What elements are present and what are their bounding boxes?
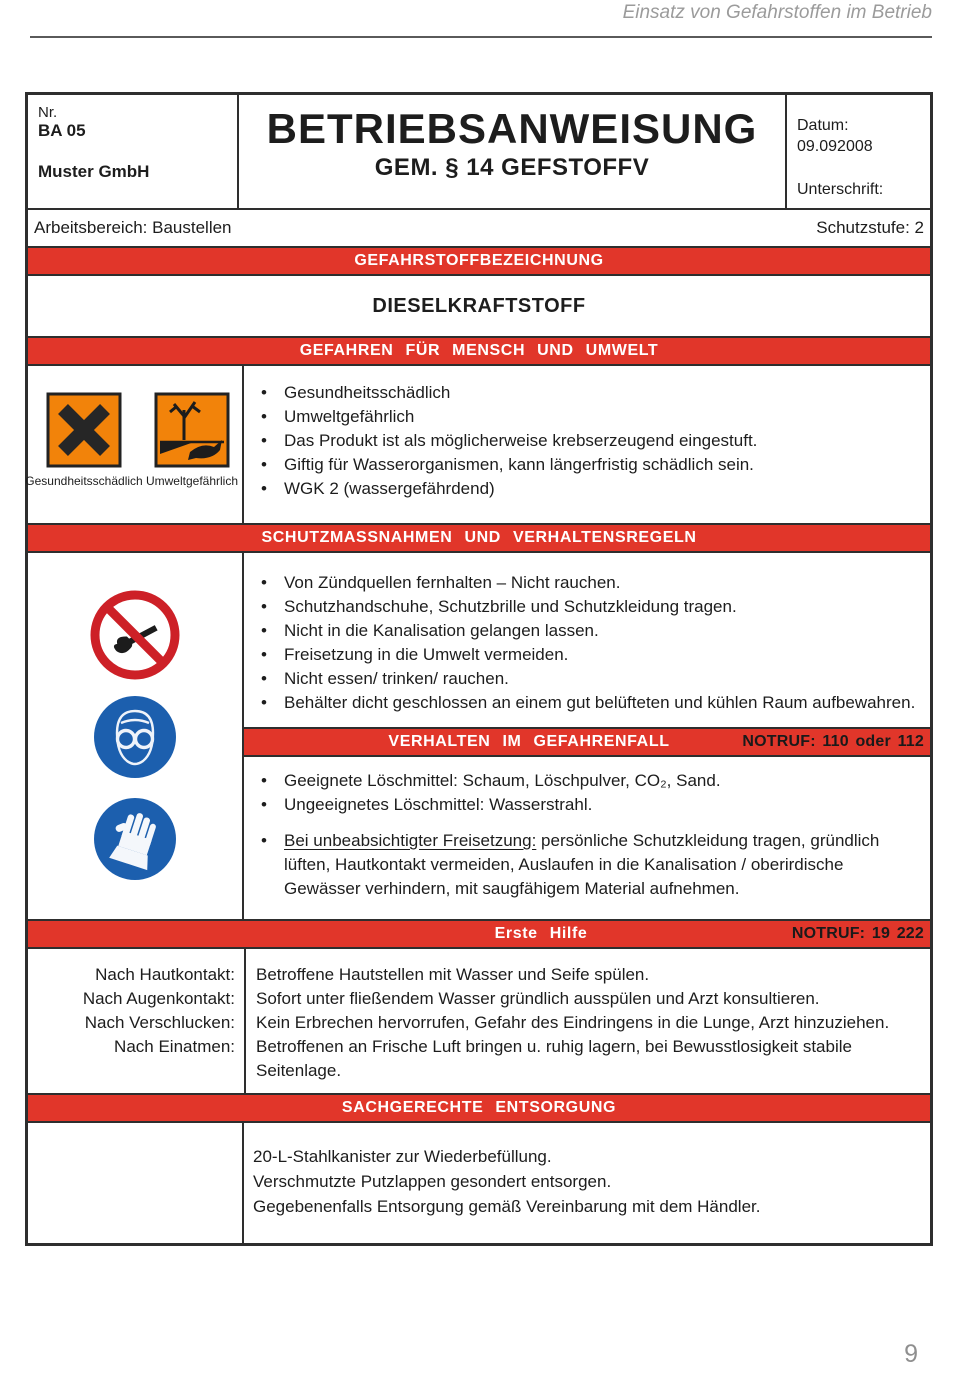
number-cell [28, 95, 239, 208]
nr-value: BA 05 [38, 121, 86, 140]
signature-label: Unterschrift: [797, 181, 884, 198]
list-item: • Von Zündquellen fernhalten – Nicht rauchen. [244, 571, 924, 595]
release-text: persönliche Schutzkleidung tragen, gründlich lüften, Hautkontakt vermeiden, Auslaufen in die Kanalisation / oberirdische Gewässer verhindern, mit saugfähigem Material aufnehmen. [284, 831, 880, 898]
first-aid-label: Nach Hautkontakt: [95, 965, 235, 984]
company-name: Muster GmbH [38, 162, 150, 181]
emergency-phone: NOTRUF: 110 oder 112 [742, 733, 924, 750]
first-aid-row [28, 987, 930, 1011]
first-aid-text: Kein Erbrechen hervorrufen, Gefahr des Eindringens in die Lunge, Arzt hinzuziehen. [256, 1013, 890, 1032]
section-band-first-aid [28, 919, 930, 949]
protection-section [28, 553, 930, 919]
first-aid-row [28, 1011, 930, 1035]
list-item: • Nicht in die Kanalisation gelangen lassen. [244, 619, 924, 643]
first-aid-label: Nach Verschlucken: [84, 1013, 235, 1032]
section-band-designation [28, 246, 930, 276]
hazard-symbol-harmful [25, 392, 143, 488]
protection-body [244, 553, 930, 919]
disposal-empty-column [28, 1123, 244, 1243]
no-open-flame-icon [89, 589, 181, 681]
hazard-symbols [25, 366, 242, 488]
first-aid-section [28, 949, 930, 1093]
disposal-line: 20-L-Stahlkanister zur Wiederbefüllung. [253, 1147, 552, 1166]
list-item: • WGK 2 (wassergefährdend) [244, 477, 924, 501]
date-label: Datum: [797, 117, 849, 134]
hazard-symbol-label: Gesundheitsschädlich [25, 474, 143, 488]
first-aid-row [28, 963, 930, 987]
hazard-symbol-label: Umweltgefährlich [145, 474, 239, 488]
first-aid-label: Nach Augenkontakt: [82, 989, 235, 1008]
designation-title: GEFAHRSTOFFBEZEICHNUNG [354, 252, 604, 269]
list-item [244, 829, 922, 901]
first-aid-text: Sofort unter fließendem Wasser gründlich ausspülen und Arzt konsultieren. [256, 989, 820, 1008]
dangers-list [244, 381, 924, 501]
section-band-dangers [28, 336, 930, 366]
running-head-title: Einsatz von Gefahrstoffen im Betrieb [622, 2, 932, 23]
dead-tree-fish-icon [154, 392, 230, 468]
protection-level: Schutzstufe: 2 [816, 218, 924, 237]
title-cell [239, 95, 787, 208]
wear-gloves-icon [93, 797, 177, 881]
running-head [30, 2, 932, 38]
disposal-body [244, 1123, 930, 1243]
disposal-line: Verschmutzte Putzlappen gesondert entsorgen. [253, 1172, 612, 1191]
section-band-emergency [244, 727, 930, 757]
dangers-title: GEFAHREN FÜR MENSCH UND UMWELT [299, 342, 659, 359]
emergency-title: VERHALTEN IM GEFAHRENFALL [388, 733, 670, 750]
release-lead: Bei unbeabsichtigter Freisetzung: [284, 831, 537, 850]
release-list [244, 817, 930, 919]
disposal-title: SACHGERECHTE ENTSORGUNG [341, 1099, 617, 1116]
dangers-body [244, 366, 930, 523]
list-item: • Nicht essen/ trinken/ rauchen. [244, 667, 924, 691]
date-value: 09.092008 [797, 138, 873, 155]
list-item: • Giftig für Wasserorganismen, kann längerfristig schädlich sein. [244, 453, 924, 477]
list-item: • Schutzhandschuhe, Schutzbrille und Schutzkleidung tragen. [244, 595, 924, 619]
protection-title: SCHUTZMASSNAHMEN UND VERHALTENSREGELN [261, 529, 697, 546]
dangers-symbol-column [25, 366, 244, 523]
meta-row [28, 210, 930, 246]
list-item: • Behälter dicht geschlossen an einem gut belüfteten und kühlen Raum aufbewahren. [244, 691, 924, 715]
section-band-disposal [28, 1093, 930, 1123]
first-aid-label: Nach Einatmen: [114, 1037, 235, 1056]
list-item: • Freisetzung in die Umwelt vermeiden. [244, 643, 924, 667]
disposal-line: Gegebenenfalls Entsorgung gemäß Vereinbarung mit dem Händler. [253, 1197, 761, 1216]
form-subtitle: GEM. § 14 GEFSTOFFV [374, 154, 650, 181]
nr-label: Nr. [38, 104, 58, 121]
first-aid-text: Betroffenen an Frische Luft bringen u. ruhig lagern, bei Bewusstlosigkeit stabile Seitenlage. [256, 1037, 852, 1080]
form-header-row [28, 95, 930, 210]
hazard-symbol-environment [142, 392, 242, 488]
extinguishing-list [244, 757, 930, 817]
disposal-section [28, 1123, 930, 1243]
wear-eye-protection-icon [93, 695, 177, 779]
work-area: Arbeitsbereich: Baustellen [34, 218, 232, 237]
protection-sign-column [28, 553, 244, 919]
operating-instruction-form [25, 92, 933, 1246]
harmful-x-icon [46, 392, 122, 468]
section-band-protection [28, 523, 930, 553]
first-aid-phone: NOTRUF: 19 222 [791, 925, 924, 942]
date-cell [787, 95, 930, 208]
first-aid-text: Betroffene Hautstellen mit Wasser und Seife spülen. [256, 965, 650, 984]
list-item: • Ungeeignetes Löschmittel: Wasserstrahl. [244, 793, 924, 817]
page-number: 9 [904, 1340, 918, 1368]
dangers-section [25, 366, 930, 523]
list-item: • Gesundheitsschädlich [244, 381, 924, 405]
list-item: • Umweltgefährlich [244, 405, 924, 429]
column-divider [244, 949, 246, 1093]
list-item: • Das Produkt ist als möglicherweise krebserzeugend eingestuft. [244, 429, 924, 453]
form-title: BETRIEBSANWEISUNG [266, 105, 758, 152]
first-aid-title: Erste Hilfe [494, 925, 588, 942]
substance-name: DIESELKRAFTSTOFF [372, 294, 586, 317]
first-aid-row [28, 1035, 930, 1083]
protection-list [244, 553, 930, 727]
list-item: • Geeignete Löschmittel: Schaum, Löschpulver, CO₂, Sand. [244, 769, 924, 793]
